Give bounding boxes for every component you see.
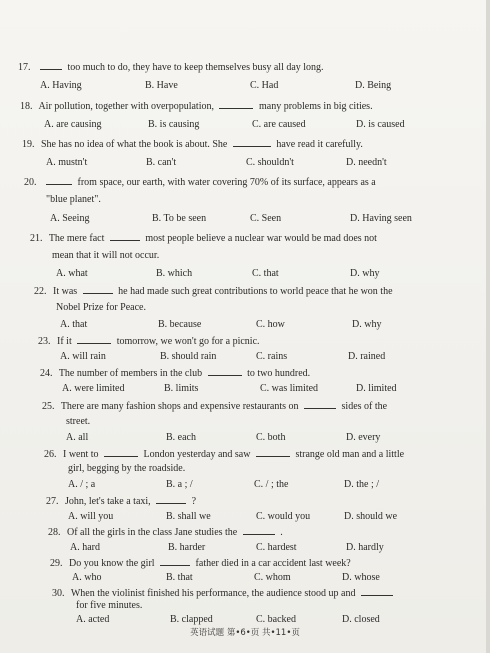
option-b[interactable]: B. each [166, 432, 196, 443]
option-c[interactable]: C. how [256, 319, 285, 330]
question-28: 28. Of all the girls in the class Jane studies the . [48, 527, 283, 538]
option-a[interactable]: A. will rain [60, 351, 106, 362]
answer-blank [77, 334, 111, 344]
option-d[interactable]: D. is caused [356, 119, 405, 130]
option-d[interactable]: D. Having seen [350, 213, 412, 224]
option-a[interactable]: A. all [66, 432, 89, 443]
option-b[interactable]: B. is causing [148, 119, 200, 130]
option-d[interactable]: D. whose [342, 572, 380, 583]
question-19: 19. She has no idea of what the book is about. She have read it carefully. [22, 139, 363, 150]
option-c[interactable]: C. are caused [252, 119, 306, 130]
option-d[interactable]: D. why [350, 268, 380, 279]
option-b[interactable]: B. can't [146, 157, 177, 168]
option-b[interactable]: B. limits [164, 383, 199, 394]
option-b[interactable]: B. To be seen [152, 213, 207, 224]
answer-blank [104, 447, 138, 457]
question-21: 21. The mere fact most people believe a nuclear war would be mad does not [30, 233, 377, 244]
option-a[interactable]: A. were limited [62, 383, 125, 394]
options-25 [66, 431, 466, 444]
option-a[interactable]: A. acted [76, 614, 110, 625]
answer-blank [243, 525, 275, 535]
option-b[interactable]: B. that [166, 572, 193, 583]
answer-blank [208, 366, 242, 376]
question-29: 29. Do you know the girl father died in a car accident last week? [50, 558, 351, 569]
question-22-cont: Nobel Prize for Peace. [56, 302, 146, 313]
option-c[interactable]: C. backed [256, 614, 296, 625]
page-footer: 英语试题 第•6•页 共•11•页 [190, 628, 300, 638]
answer-blank [160, 556, 190, 566]
question-27: 27. John, let's take a taxi, ? [46, 496, 197, 507]
option-c[interactable]: C. Had [250, 80, 279, 91]
option-c[interactable]: C. hardest [256, 542, 297, 553]
option-c[interactable]: C. that [252, 268, 279, 279]
options-19 [46, 156, 466, 169]
option-b[interactable]: B. should rain [160, 351, 217, 362]
question-30: 30. When the violinist finished his performance, the audience stood up and [52, 586, 396, 600]
option-d[interactable]: D. the ; / [344, 479, 379, 490]
option-a[interactable]: A. will you [68, 511, 114, 522]
question-22: 22. It was he had made such great contributions to world peace that he won the [34, 286, 393, 297]
options-18 [44, 118, 464, 131]
options-30 [76, 613, 476, 626]
answer-blank [256, 447, 290, 457]
option-a[interactable]: A. Seeing [50, 213, 90, 224]
question-18: 18. Air pollution, together with overpopulation, many problems in big cities. [20, 101, 373, 112]
question-25-cont: street. [66, 416, 91, 427]
option-a[interactable]: A. are causing [44, 119, 102, 130]
options-28 [70, 541, 470, 554]
option-b[interactable]: B. a ; / [166, 479, 193, 490]
option-d[interactable]: D. limited [356, 383, 397, 394]
answer-blank [156, 494, 186, 504]
answer-blank [40, 60, 62, 70]
option-c[interactable]: C. was limited [260, 383, 319, 394]
option-d[interactable]: D. every [346, 432, 381, 443]
option-a[interactable]: A. who [72, 572, 102, 583]
answer-blank [304, 399, 336, 409]
answer-blank [361, 586, 393, 596]
options-26 [68, 478, 468, 491]
option-a[interactable]: A. that [60, 319, 88, 330]
options-23 [60, 350, 470, 363]
option-a[interactable]: A. Having [40, 80, 82, 91]
answer-blank [83, 284, 113, 294]
option-c[interactable]: C. both [256, 432, 286, 443]
question-26-cont: girl, begging by the roadside. [68, 463, 186, 474]
option-d[interactable]: D. rained [348, 351, 386, 362]
option-c[interactable]: C. rains [256, 351, 288, 362]
option-c[interactable]: C. whom [254, 572, 291, 583]
answer-blank [233, 137, 271, 147]
options-21 [56, 267, 466, 280]
option-a[interactable]: A. mustn't [46, 157, 88, 168]
question-25: 25. There are many fashion shops and expensive restaurants on sides of the [42, 401, 388, 412]
question-21-cont: mean that it will not occur. [52, 250, 160, 261]
option-c[interactable]: C. shouldn't [246, 157, 294, 168]
option-a[interactable]: A. / ; a [68, 479, 96, 490]
question-23: 23. If it tomorrow, we won't go for a picnic. [38, 336, 260, 347]
options-17 [40, 79, 460, 92]
question-24: 24. The number of members in the club to two hundred. [40, 368, 311, 379]
question-20: 20. from space, our earth, with water covering 70% of its surface, appears as a [24, 177, 376, 188]
option-b[interactable]: B. clapped [170, 614, 213, 625]
option-d[interactable]: D. should we [344, 511, 398, 522]
options-24 [62, 382, 472, 395]
options-20 [50, 212, 470, 225]
option-c[interactable]: C. would you [256, 511, 311, 522]
option-c[interactable]: C. Seen [250, 213, 282, 224]
option-b[interactable]: B. because [158, 319, 202, 330]
option-b[interactable]: B. shall we [166, 511, 211, 522]
page-edge [486, 0, 490, 653]
option-a[interactable]: A. what [56, 268, 88, 279]
question-20-cont: "blue planet". [46, 194, 101, 205]
option-d[interactable]: D. needn't [346, 157, 387, 168]
option-a[interactable]: A. hard [70, 542, 100, 553]
options-22 [60, 318, 470, 331]
option-b[interactable]: B. which [156, 268, 193, 279]
option-c[interactable]: C. / ; the [254, 479, 289, 490]
question-26: 26. I went to London yesterday and saw strange old man and a little [44, 449, 405, 460]
options-29 [72, 571, 472, 584]
answer-blank [219, 99, 253, 109]
question-17: 17. too much to do, they have to keep themselves busy all day long. [18, 62, 324, 73]
option-d[interactable]: D. why [352, 319, 382, 330]
answer-blank [46, 175, 72, 185]
option-d[interactable]: D. Being [355, 80, 392, 91]
option-b[interactable]: B. Have [145, 80, 178, 91]
option-d[interactable]: D. hardly [346, 542, 384, 553]
question-30-cont: for five minutes. [76, 600, 143, 611]
answer-blank [110, 231, 140, 241]
option-b[interactable]: B. harder [168, 542, 206, 553]
option-d[interactable]: D. closed [342, 614, 380, 625]
options-27 [68, 510, 468, 523]
